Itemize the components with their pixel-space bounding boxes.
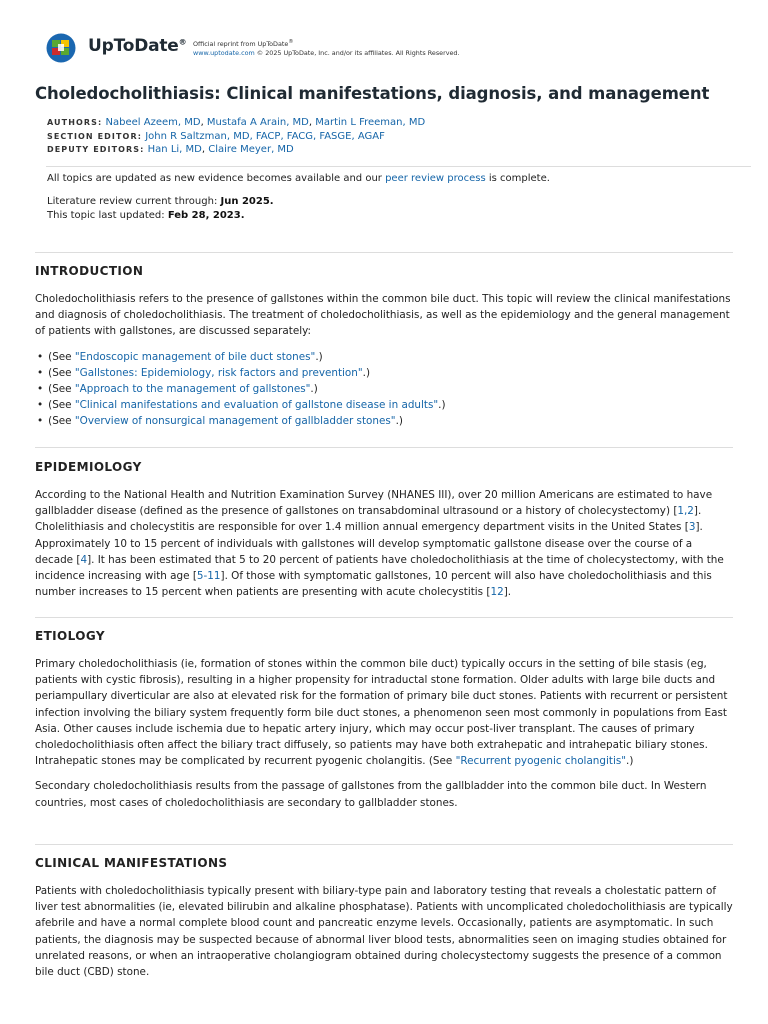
list-item: • (See "Clinical manifestations and evaluation of gallstone disease in adults".) xyxy=(37,397,733,413)
authors-row: AUTHORS: Nabeel Azeem, MD, Mustafa A Arain, MD, Martin L Freeman, MD xyxy=(47,117,426,128)
author-link[interactable]: Mustafa A Arain, MD xyxy=(206,117,309,128)
section-editor-label: SECTION EDITOR: xyxy=(47,131,143,141)
section-editor-link[interactable]: John R Saltzman, MD, FACP, FACG, FASGE, AGAF xyxy=(145,130,385,142)
section-heading: ETIOLOGY xyxy=(35,629,105,643)
reference-link[interactable]: 4 xyxy=(80,553,88,566)
list-item: • (See "Overview of nonsurgical management of gallbladder stones".) xyxy=(37,413,733,429)
topic-link[interactable]: "Endoscopic management of bile duct stones" xyxy=(74,350,316,363)
update-note: All topics are updated as new evidence becomes available and our peer review process is complete. xyxy=(47,173,550,184)
see-also-list xyxy=(35,349,733,430)
section-clinical-manifestations xyxy=(35,856,733,989)
divider xyxy=(35,447,733,448)
section-etiology xyxy=(35,629,733,820)
uptodate-site-link[interactable]: www.uptodate.com xyxy=(193,49,255,58)
reference-link[interactable]: 1,2 xyxy=(677,505,694,518)
section-paragraph: Primary choledocholithiasis (ie, formation of stones within the common bile duct) typically occurs in the setting of bile stasis (eg, patients with cystic fibrosis), resulting in a higher propensity for intraductal stone formation. Older adults with large bile ducts and periampullary diverticular are also at elevated risk for the formation of primary bile duct stones. Patients with recurrent or persistent infection involving the biliary system frequently form bile duct stones, a phenomenon seen most commonly in populations from East Asia. Other causes include ischemia due to hepatic artery injury, which may occur post-liver transplant. The causes of primary choledocholithiasis often affect the biliary tract diffusely, so patients may have both extrahepatic and intrahepatic biliary stones. Intrahepatic stones may be complicated by recurrent pyogenic cholangitis. (See "Recurrent pyogenic cholangitis".) xyxy=(35,658,728,768)
header xyxy=(0,0,768,80)
section-epidemiology xyxy=(35,460,733,609)
section-introduction xyxy=(35,264,733,430)
topic-link[interactable]: "Overview of nonsurgical management of gallbladder stones" xyxy=(74,415,396,428)
reference-link[interactable]: 3 xyxy=(688,521,696,534)
author-link[interactable]: Nabeel Azeem, MD xyxy=(105,117,201,128)
reference-link[interactable]: 5-11 xyxy=(196,570,221,583)
divider xyxy=(35,252,733,253)
topic-link[interactable]: "Approach to the management of gallstones" xyxy=(74,383,311,396)
deputy-editor-link[interactable]: Han Li, MD xyxy=(147,144,202,155)
list-item: • (See "Endoscopic management of bile duct stones".) xyxy=(37,349,733,365)
section-heading: INTRODUCTION xyxy=(35,264,144,278)
reference-link[interactable]: 12 xyxy=(490,586,504,599)
deputy-editors-row: DEPUTY EDITORS: Han Li, MD, Claire Meyer, MD xyxy=(47,144,294,155)
deputy-editors-label: DEPUTY EDITORS: xyxy=(47,145,145,154)
divider xyxy=(35,844,733,845)
reprint-notice: Official reprint from UpToDate® www.uptodate.com © 2025 UpToDate, Inc. and/or its affiliates. All Rights Reserved. xyxy=(193,39,460,58)
review-current-date: Jun 2025. xyxy=(220,196,274,207)
divider xyxy=(46,166,751,167)
peer-review-link[interactable]: peer review process xyxy=(385,173,486,184)
topic-link[interactable]: "Clinical manifestations and evaluation of gallstone disease in adults" xyxy=(74,399,439,412)
review-dates: Literature review current through: Jun 2025. This topic last updated: Feb 28, 2023. xyxy=(47,196,274,221)
deputy-editor-link[interactable]: Claire Meyer, MD xyxy=(208,144,294,155)
list-item: • (See "Approach to the management of gallstones".) xyxy=(37,381,733,397)
author-block xyxy=(47,116,425,157)
divider xyxy=(35,617,733,618)
authors-label: AUTHORS: xyxy=(47,118,103,127)
section-paragraph: According to the National Health and Nutrition Examination Survey (NHANES III), over 20 million Americans are estimated to have gallbladder disease (defined as the presence of gallstones on transabdominal ultrasound or a history of cholecystectomy) [1,2]. Cholelithiasis and cholecystitis are responsible for over 1.4 million annual emergency department visits in the United States [3]. Approximately 10 to 15 percent of individuals with gallstones will develop symptomatic gallstone disease over the course of a decade [4]. It has been estimated that 5 to 20 percent of patients have choledocholithiasis at the time of cholecystectomy, with the incidence increasing with age [5-11]. Of those with symptomatic gallstones, 10 percent will also have choledocholithiasis and this number increases to 15 percent when patients are presenting with acute cholecystitis [12]. xyxy=(35,489,724,599)
topic-link[interactable]: "Gallstones: Epidemiology, risk factors and prevention" xyxy=(74,366,363,379)
last-updated-date: Feb 28, 2023. xyxy=(167,209,245,221)
brand-name: UpToDate® xyxy=(88,36,187,56)
page-title: Choledocholithiasis: Clinical manifestations, diagnosis, and management xyxy=(35,84,710,103)
section-paragraph: Choledocholithiasis refers to the presence of gallstones within the common bile duct. This topic will review the clinical manifestations and diagnosis of choledocholithiasis. The treatment of choledocholithiasis, as well as the epidemiology and the general management of patients with gallstones, are discussed separately: xyxy=(35,293,731,338)
section-heading: EPIDEMIOLOGY xyxy=(35,460,142,474)
section-paragraph: Patients with choledocholithiasis typically present with biliary-type pain and laboratory testing that reveals a cholestatic pattern of liver test abnormalities (ie, elevated bilirubin and alkaline phosphatase). Patients with uncomplicated choledocholithiasis are typically afebrile and have a normal complete blood count and pancreatic enzyme levels. Occasionally, patients are asymptomatic. In such patients, the diagnosis may be suspected because of abnormal liver blood tests, abnormalities seen on imaging studies obtained for unrelated reasons, or when an intraoperative cholangiogram obtained during cholecystectomy suggests the presence of a common bile duct (CBD) stone. xyxy=(35,885,733,979)
list-item: • (See "Gallstones: Epidemiology, risk factors and prevention".) xyxy=(37,365,733,381)
section-editor-row xyxy=(47,130,425,144)
author-link[interactable]: Martin L Freeman, MD xyxy=(315,117,426,128)
section-paragraph: Secondary choledocholithiasis results from the passage of gallstones from the gallbladder into the common bile duct. In Western countries, most cases of choledocholithiasis are secondary to gallbladder stones. xyxy=(35,780,707,809)
section-heading: CLINICAL MANIFESTATIONS xyxy=(35,856,228,870)
topic-link[interactable]: "Recurrent pyogenic cholangitis" xyxy=(455,755,627,768)
uptodate-logo-icon xyxy=(46,33,76,63)
